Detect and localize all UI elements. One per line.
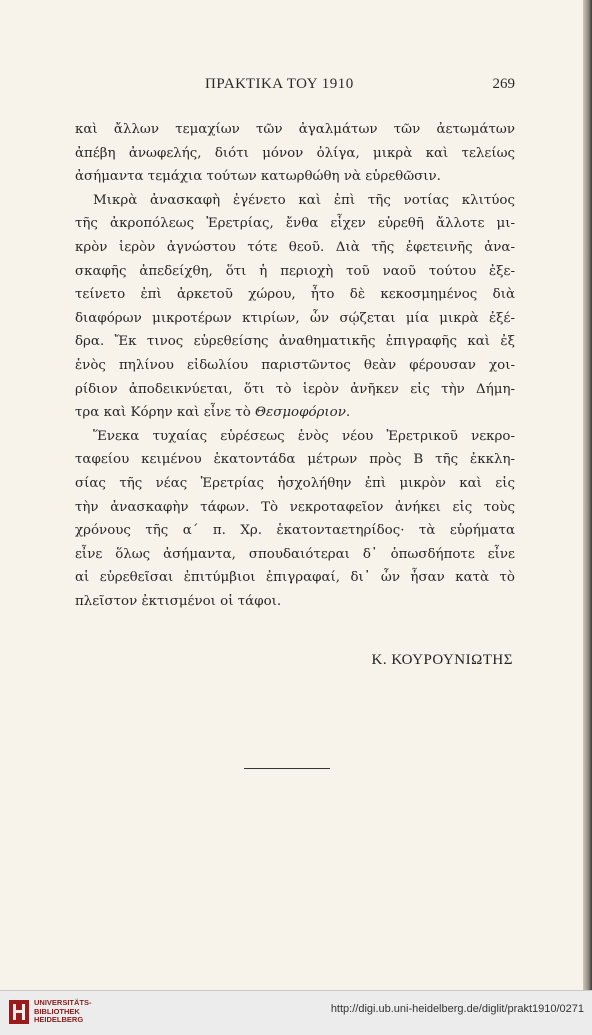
paragraph-2	[75, 189, 515, 425]
text-run: .	[345, 405, 351, 421]
closing-rule	[244, 768, 330, 769]
library-logo-icon	[8, 999, 30, 1025]
text-line: τῆς ἀκροπόλεως Ἐρετρίας, ἔνθα εἶχεν εὑρεθῆ ἄλλοτε μι-	[75, 216, 515, 232]
library-name-text: UNIVERSITÄTS- BIBLIOTHEK HEIDELBERG	[34, 998, 92, 1024]
text-line: κρὸν ἱερὸν ἀγνώστου τότε θεοῦ. Διὰ τῆς ἐφετεινῆς ἀνα-	[75, 239, 515, 255]
text-run: τρα καὶ Κόρην καὶ εἶνε τὸ	[75, 405, 256, 421]
permalink-link[interactable]: http://digi.ub.uni-heidelberg.de/diglit/prakt1910/0271	[330, 1003, 584, 1015]
text-line: Ἕνεκα τυχαίας εὑρέσεως ἑνὸς νέου Ἐρετρικοῦ νεκρο-	[93, 428, 515, 444]
running-head: ΠΡΑΚΤΙΚΑ ΤΟΥ 1910	[205, 76, 354, 92]
text-line: σίας τῆς νέας Ἐρετρίας ἠσχολήθην ἐπὶ μικρὸν καὶ εἰς	[75, 475, 515, 491]
paragraph-1	[75, 118, 515, 189]
text-line: ἀπέβη ἀνωφελής, διότι μόνον ὀλίγα, μικρὰ καὶ τελείως	[75, 145, 515, 161]
text-line: ἀσήμαντα τεμάχια τούτων κατωρθώθη νὰ εὑρεθῶσιν.	[75, 169, 441, 185]
page-number: 269	[492, 76, 515, 92]
text-line: ταφείου κειμένου ἑκατοντάδα μέτρων πρὸς Β τῆς ἐκκλη-	[75, 452, 515, 468]
text-line: χρόνους τῆς α΄ π. Χρ. ἑκατονταετηρίδος· τὰ εὑρήματα	[75, 523, 515, 539]
page-header	[75, 76, 515, 98]
page-edge	[583, 0, 592, 990]
text-line: εἶνε ὅλως ἀσήμαντα, σπουδαιότεραι δ᾽ ὁπωσδήποτε εἶνε	[75, 546, 515, 562]
text-line: Μικρὰ ἀνασκαφὴ ἐγένετο καὶ ἐπὶ τῆς νοτίας κλιτύος	[93, 192, 515, 208]
italic-term: Θεσμοφόριον	[255, 405, 346, 421]
viewer-footer	[0, 990, 592, 1035]
paragraph-3	[75, 425, 515, 614]
text-line: τὴν ἀνασκαφὴν τάφων. Τὸ νεκροταφεῖον ἀνήκει εἰς τοὺς	[75, 499, 515, 515]
text-line: τείνετο ἐπὶ ἀρκετοῦ χώρου, ἦτο δὲ κεκοσμημένος διὰ	[75, 287, 515, 303]
text-line: πλεῖστον ἐκτισμένοι οἱ τάφοι.	[75, 593, 282, 609]
text-line: αἱ εὑρεθεῖσαι ἐπιτύμβιοι ἐπιγραφαί, δι᾽ ὧν ἦσαν κατὰ τὸ	[75, 570, 515, 586]
text-line: καὶ ἄλλων τεμαχίων τῶν ἀγαλμάτων τῶν ἀετωμάτων	[75, 122, 515, 137]
body-text	[75, 118, 515, 613]
library-name	[34, 999, 92, 1025]
text-line: δρα. Ἔκ τινος εὑρεθείσης ἀναθηματικῆς ἐπιγραφῆς καὶ ἐξ	[75, 334, 515, 350]
text-line: διαφόρων μικροτέρων κτιρίων, ὧν σῴζεται μία μικρὰ ἐξέ-	[75, 310, 515, 326]
text-line: ἑνὸς πηλίνου εἰδωλίου παριστῶντος θεὰν φέρουσαν χοι-	[75, 357, 515, 373]
text-line: σκαφῆς ἀπεδείχθη, ὅτι ἡ περιοχὴ τοῦ ναοῦ τούτου ἐξε-	[75, 263, 515, 279]
text-line: ρίδιον ἀποδεικνύεται, ὅτι τὸ ἱερὸν ἀνῆκεν εἰς τὴν Δήμη-	[75, 381, 515, 397]
text-line	[75, 401, 515, 425]
author-signature: Κ. ΚΟΥΡΟΥΝΙΩΤΗΣ	[371, 652, 513, 668]
